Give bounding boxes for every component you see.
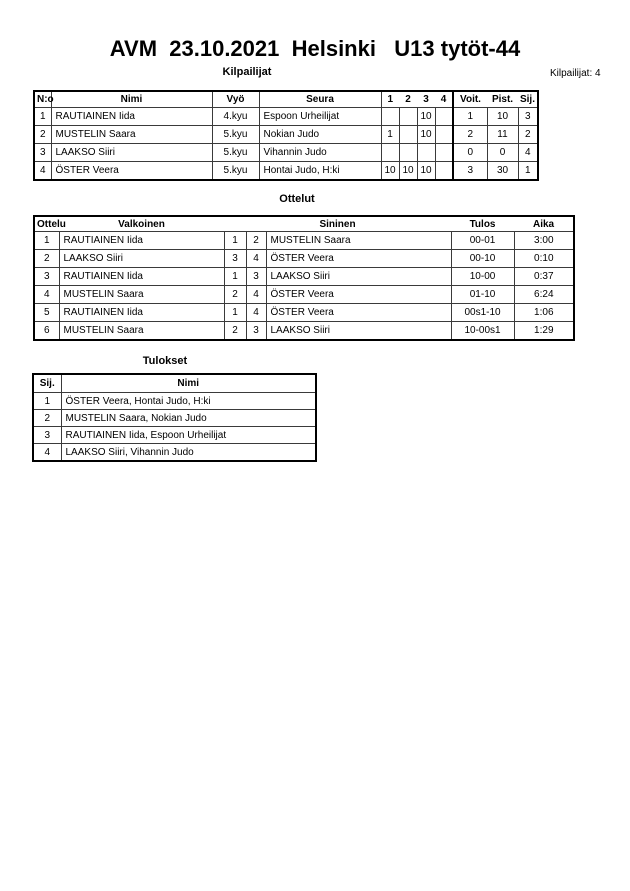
cell-match-no: 6 (34, 322, 59, 341)
cell-no: 1 (34, 108, 51, 126)
cell-blue-no: 3 (246, 268, 266, 286)
cell-points: 30 (487, 162, 518, 181)
match-row (34, 268, 574, 286)
result-row (33, 427, 316, 444)
cell-white-no: 1 (224, 268, 246, 286)
match-row (34, 304, 574, 322)
results-header-row (33, 374, 316, 393)
results-table (32, 373, 317, 462)
cell-round3: 10 (417, 108, 435, 126)
cell-result: 00s1-10 (451, 304, 514, 322)
col-header-club: Seura (259, 91, 381, 108)
match-row (34, 286, 574, 304)
cell-blue-no: 3 (246, 322, 266, 341)
cell-place: 3 (33, 427, 61, 444)
col-header-points: Pist. (487, 91, 518, 108)
cell-points: 10 (487, 108, 518, 126)
result-row (33, 393, 316, 410)
cell-round4 (435, 162, 453, 181)
cell-place: 2 (518, 126, 538, 144)
cell-points: 0 (487, 144, 518, 162)
competitor-row (34, 108, 538, 126)
result-row (33, 410, 316, 427)
cell-white-no: 2 (224, 286, 246, 304)
cell-place: 4 (33, 444, 61, 462)
cell-round1: 1 (381, 126, 399, 144)
cell-time: 0:10 (514, 250, 574, 268)
cell-white-no: 2 (224, 322, 246, 341)
cell-name: RAUTIAINEN Iida, Espoon Urheilijat (61, 427, 316, 444)
col-header-result: Tulos (451, 216, 514, 232)
cell-name: ÖSTER Veera, Hontai Judo, H:ki (61, 393, 316, 410)
cell-belt: 5.kyu (212, 162, 259, 181)
cell-round2: 10 (399, 162, 417, 181)
cell-round3: 10 (417, 126, 435, 144)
cell-name: MUSTELIN Saara, Nokian Judo (61, 410, 316, 427)
cell-name: LAAKSO Siiri (51, 144, 212, 162)
col-header-name: Nimi (61, 374, 316, 393)
matches-table-caption: Ottelut (279, 193, 315, 205)
result-row (33, 444, 316, 462)
cell-round4 (435, 144, 453, 162)
cell-white-name: LAAKSO Siiri (59, 250, 224, 268)
cell-result: 01-10 (451, 286, 514, 304)
cell-result: 10-00 (451, 268, 514, 286)
cell-round1: 10 (381, 162, 399, 181)
cell-time: 1:06 (514, 304, 574, 322)
page-title: AVM 23.10.2021 Helsinki U13 tytöt-44 (109, 36, 521, 61)
cell-white-no: 3 (224, 250, 246, 268)
col-header-place: Sij. (33, 374, 61, 393)
cell-name: ÖSTER Veera (51, 162, 212, 181)
cell-place: 1 (33, 393, 61, 410)
cell-club: Espoon Urheilijat (259, 108, 381, 126)
cell-club: Hontai Judo, H:ki (259, 162, 381, 181)
cell-club: Vihannin Judo (259, 144, 381, 162)
match-row (34, 322, 574, 341)
cell-place: 1 (518, 162, 538, 181)
cell-blue-name: LAAKSO Siiri (266, 268, 451, 286)
cell-white-no: 1 (224, 232, 246, 250)
cell-white-no: 1 (224, 304, 246, 322)
matches-table (33, 215, 575, 341)
cell-wins: 3 (453, 162, 487, 181)
cell-blue-name: ÖSTER Veera (266, 250, 451, 268)
cell-wins: 2 (453, 126, 487, 144)
cell-white-name: RAUTIAINEN Iida (59, 304, 224, 322)
match-row (34, 232, 574, 250)
cell-blue-no: 4 (246, 304, 266, 322)
cell-match-no: 2 (34, 250, 59, 268)
cell-round3: 10 (417, 162, 435, 181)
col-header-blue: Sininen (224, 216, 451, 232)
cell-blue-no: 4 (246, 286, 266, 304)
col-header-match: Ottelu (34, 216, 59, 232)
col-header-round4: 4 (435, 91, 453, 108)
cell-result: 00-01 (451, 232, 514, 250)
cell-result: 00-10 (451, 250, 514, 268)
cell-time: 0:37 (514, 268, 574, 286)
cell-blue-no: 4 (246, 250, 266, 268)
cell-round4 (435, 126, 453, 144)
col-header-round3: 3 (417, 91, 435, 108)
cell-round2 (399, 108, 417, 126)
cell-name: LAAKSO Siiri, Vihannin Judo (61, 444, 316, 462)
cell-match-no: 1 (34, 232, 59, 250)
cell-blue-no: 2 (246, 232, 266, 250)
cell-blue-name: ÖSTER Veera (266, 304, 451, 322)
cell-place: 2 (33, 410, 61, 427)
cell-round1 (381, 108, 399, 126)
col-header-belt: Vyö (212, 91, 259, 108)
cell-white-name: RAUTIAINEN Iida (59, 268, 224, 286)
cell-blue-name: MUSTELIN Saara (266, 232, 451, 250)
cell-round1 (381, 144, 399, 162)
col-header-wins: Voit. (453, 91, 487, 108)
cell-points: 11 (487, 126, 518, 144)
cell-no: 4 (34, 162, 51, 181)
cell-name: RAUTIAINEN Iida (51, 108, 212, 126)
cell-round2 (399, 144, 417, 162)
cell-white-name: RAUTIAINEN Iida (59, 232, 224, 250)
cell-round4 (435, 108, 453, 126)
col-header-place: Sij. (518, 91, 538, 108)
match-row (34, 250, 574, 268)
cell-no: 2 (34, 126, 51, 144)
cell-time: 1:29 (514, 322, 574, 341)
cell-belt: 4.kyu (212, 108, 259, 126)
col-header-time: Aika (514, 216, 574, 232)
cell-time: 6:24 (514, 286, 574, 304)
cell-no: 3 (34, 144, 51, 162)
cell-wins: 0 (453, 144, 487, 162)
matches-header-row (34, 216, 574, 232)
cell-name: MUSTELIN Saara (51, 126, 212, 144)
competitor-row (34, 162, 538, 181)
cell-match-no: 4 (34, 286, 59, 304)
cell-belt: 5.kyu (212, 144, 259, 162)
competitors-header-row (34, 91, 538, 108)
cell-blue-name: ÖSTER Veera (266, 286, 451, 304)
competitor-row (34, 144, 538, 162)
competitors-table-caption: Kilpailijat (222, 66, 272, 78)
cell-white-name: MUSTELIN Saara (59, 286, 224, 304)
cell-time: 3:00 (514, 232, 574, 250)
competitors-count-label: Kilpailijat: 4 (550, 68, 601, 79)
col-header-no: N:o (34, 91, 51, 108)
cell-belt: 5.kyu (212, 126, 259, 144)
cell-wins: 1 (453, 108, 487, 126)
cell-club: Nokian Judo (259, 126, 381, 144)
cell-blue-name: LAAKSO Siiri (266, 322, 451, 341)
col-header-name: Nimi (51, 91, 212, 108)
col-header-round2: 2 (399, 91, 417, 108)
competitors-table (33, 90, 539, 181)
cell-round2 (399, 126, 417, 144)
cell-match-no: 5 (34, 304, 59, 322)
cell-round3 (417, 144, 435, 162)
cell-match-no: 3 (34, 268, 59, 286)
col-header-round1: 1 (381, 91, 399, 108)
cell-place: 4 (518, 144, 538, 162)
results-table-caption: Tulokset (142, 355, 188, 367)
cell-place: 3 (518, 108, 538, 126)
cell-white-name: MUSTELIN Saara (59, 322, 224, 341)
cell-result: 10-00s1 (451, 322, 514, 341)
col-header-white: Valkoinen (59, 216, 224, 232)
competitor-row (34, 126, 538, 144)
